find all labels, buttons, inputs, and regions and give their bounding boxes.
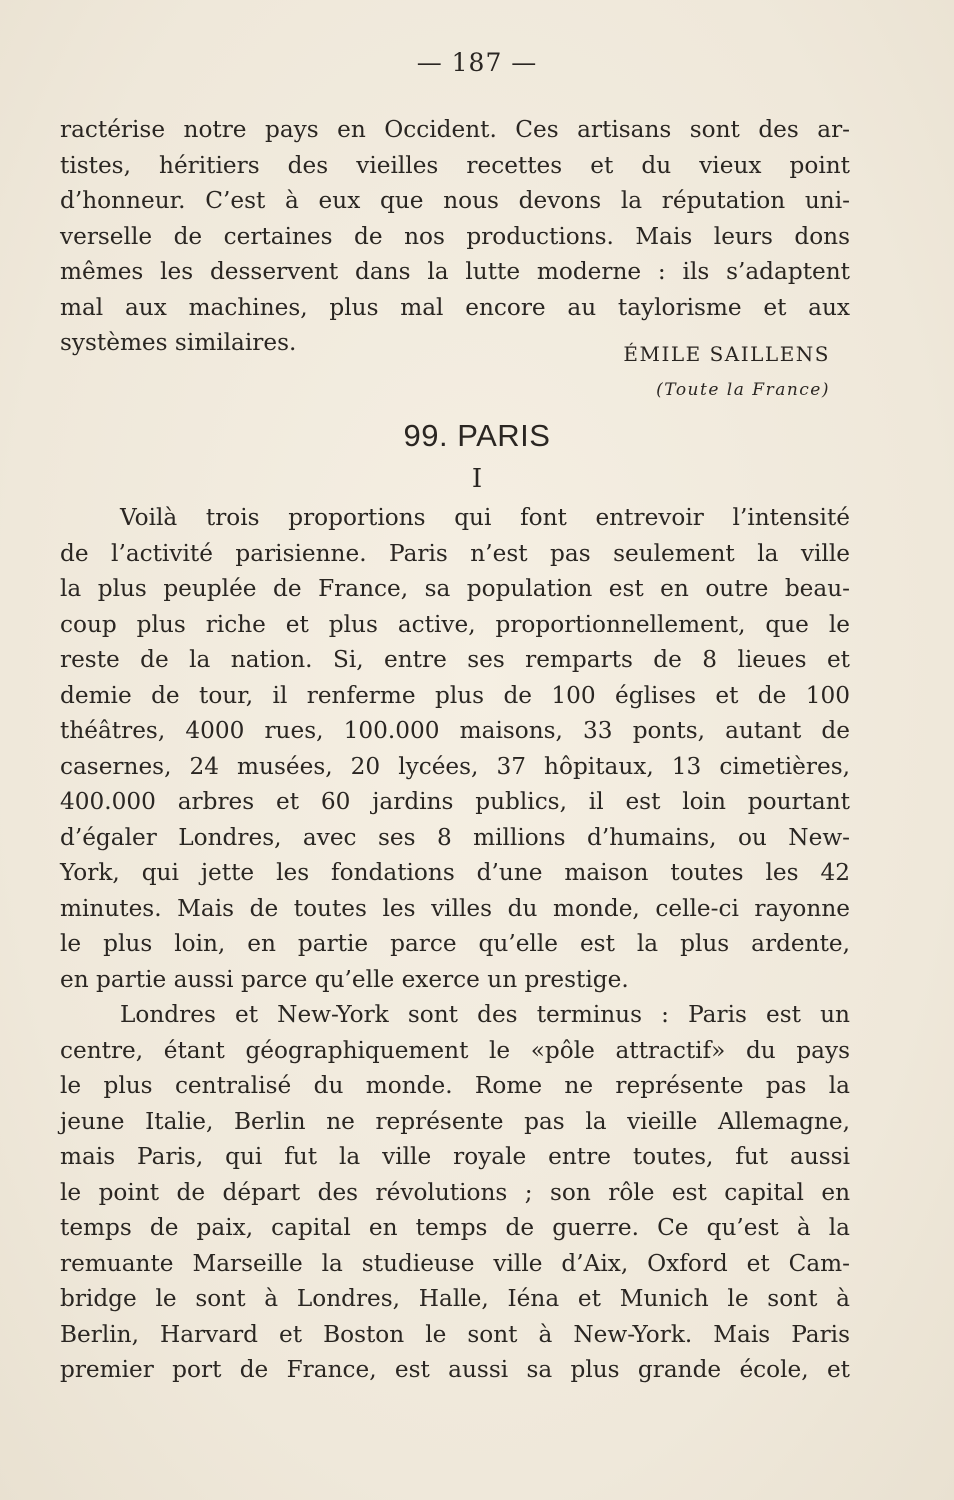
- text-line: Londres et New-York sont des terminus : Paris est un: [120, 1001, 850, 1028]
- text-line: Voilà trois proportions qui font entrevoir l’intensité: [120, 504, 850, 531]
- text-line: verselle de certaines de nos productions. Mais leurs dons: [60, 222, 850, 250]
- text-line: la plus peuplée de France, sa population est en outre beau-: [60, 575, 850, 602]
- text-line: York, qui jette les fondations d’une maison toutes les 42: [60, 859, 850, 886]
- text-line: mais Paris, qui fut la ville royale entre toutes, fut aussi: [60, 1143, 850, 1170]
- text-line: de l’activité parisienne. Paris n’est pas seulement la ville: [60, 539, 850, 567]
- text-line: bridge le sont à Londres, Halle, Iéna et Munich le sont à: [60, 1285, 850, 1312]
- text-line: coup plus riche et plus active, proportionnellement, que le: [60, 610, 850, 638]
- text-line: mal aux machines, plus mal encore au taylorisme et aux: [60, 293, 850, 321]
- text-line: le point de départ des révolutions ; son rôle est capital en: [60, 1178, 850, 1206]
- text-line: théâtres, 4000 rues, 100.000 maisons, 33 ponts, autant de: [60, 717, 850, 744]
- page-number: — 187 —: [416, 48, 538, 77]
- chapter-title: 99. PARIS: [403, 418, 551, 453]
- text-line: ractérise notre pays en Occident. Ces artisans sont des ar-: [60, 116, 850, 143]
- text-line: systèmes similaires.: [60, 329, 297, 356]
- text-line: mêmes les desservent dans la lutte moderne : ils s’adaptent: [60, 258, 850, 285]
- text-line: le plus loin, en partie parce qu’elle est la plus ardente,: [60, 930, 850, 957]
- text-line: reste de la nation. Si, entre ses remparts de 8 lieues et: [60, 646, 850, 673]
- text-line: en partie aussi parce qu’elle exerce un prestige.: [60, 965, 629, 993]
- text-line: d’honneur. C’est à eux que nous devons la réputation uni-: [60, 187, 850, 214]
- text-line: demie de tour, il renferme plus de 100 églises et de 100: [60, 681, 850, 709]
- text-line: 400.000 arbres et 60 jardins publics, il est loin pourtant: [60, 788, 850, 815]
- text-line: premier port de France, est aussi sa plus grande école, et: [60, 1356, 850, 1383]
- text-line: tistes, héritiers des vieilles recettes et du vieux point: [60, 151, 850, 179]
- text-line: d’égaler Londres, avec ses 8 millions d’humains, ou New-: [60, 823, 850, 851]
- text-line: jeune Italie, Berlin ne représente pas la vieille Allemagne,: [60, 1107, 850, 1135]
- text-line: remuante Marseille la studieuse ville d’Aix, Oxford et Cam-: [60, 1249, 850, 1277]
- intro-paragraph: [60, 112, 850, 361]
- text-line: minutes. Mais de toutes les villes du monde, celle-ci rayonne: [60, 894, 850, 922]
- section-numeral: I: [471, 464, 483, 494]
- source-citation: (Toute la France): [656, 380, 830, 400]
- text-line: temps de paix, capital en temps de guerre. Ce qu’est à la: [60, 1214, 850, 1241]
- text-line: Berlin, Harvard et Boston le sont à New-York. Mais Paris: [60, 1320, 850, 1348]
- text-line: le plus centralisé du monde. Rome ne représente pas la: [60, 1072, 850, 1099]
- author-signature: ÉMILE SAILLENS: [623, 342, 830, 366]
- text-line: centre, étant géographiquement le «pôle attractif» du pays: [60, 1036, 850, 1064]
- body-text: [60, 500, 850, 1388]
- text-line: casernes, 24 musées, 20 lycées, 37 hôpitaux, 13 cimetières,: [60, 752, 850, 780]
